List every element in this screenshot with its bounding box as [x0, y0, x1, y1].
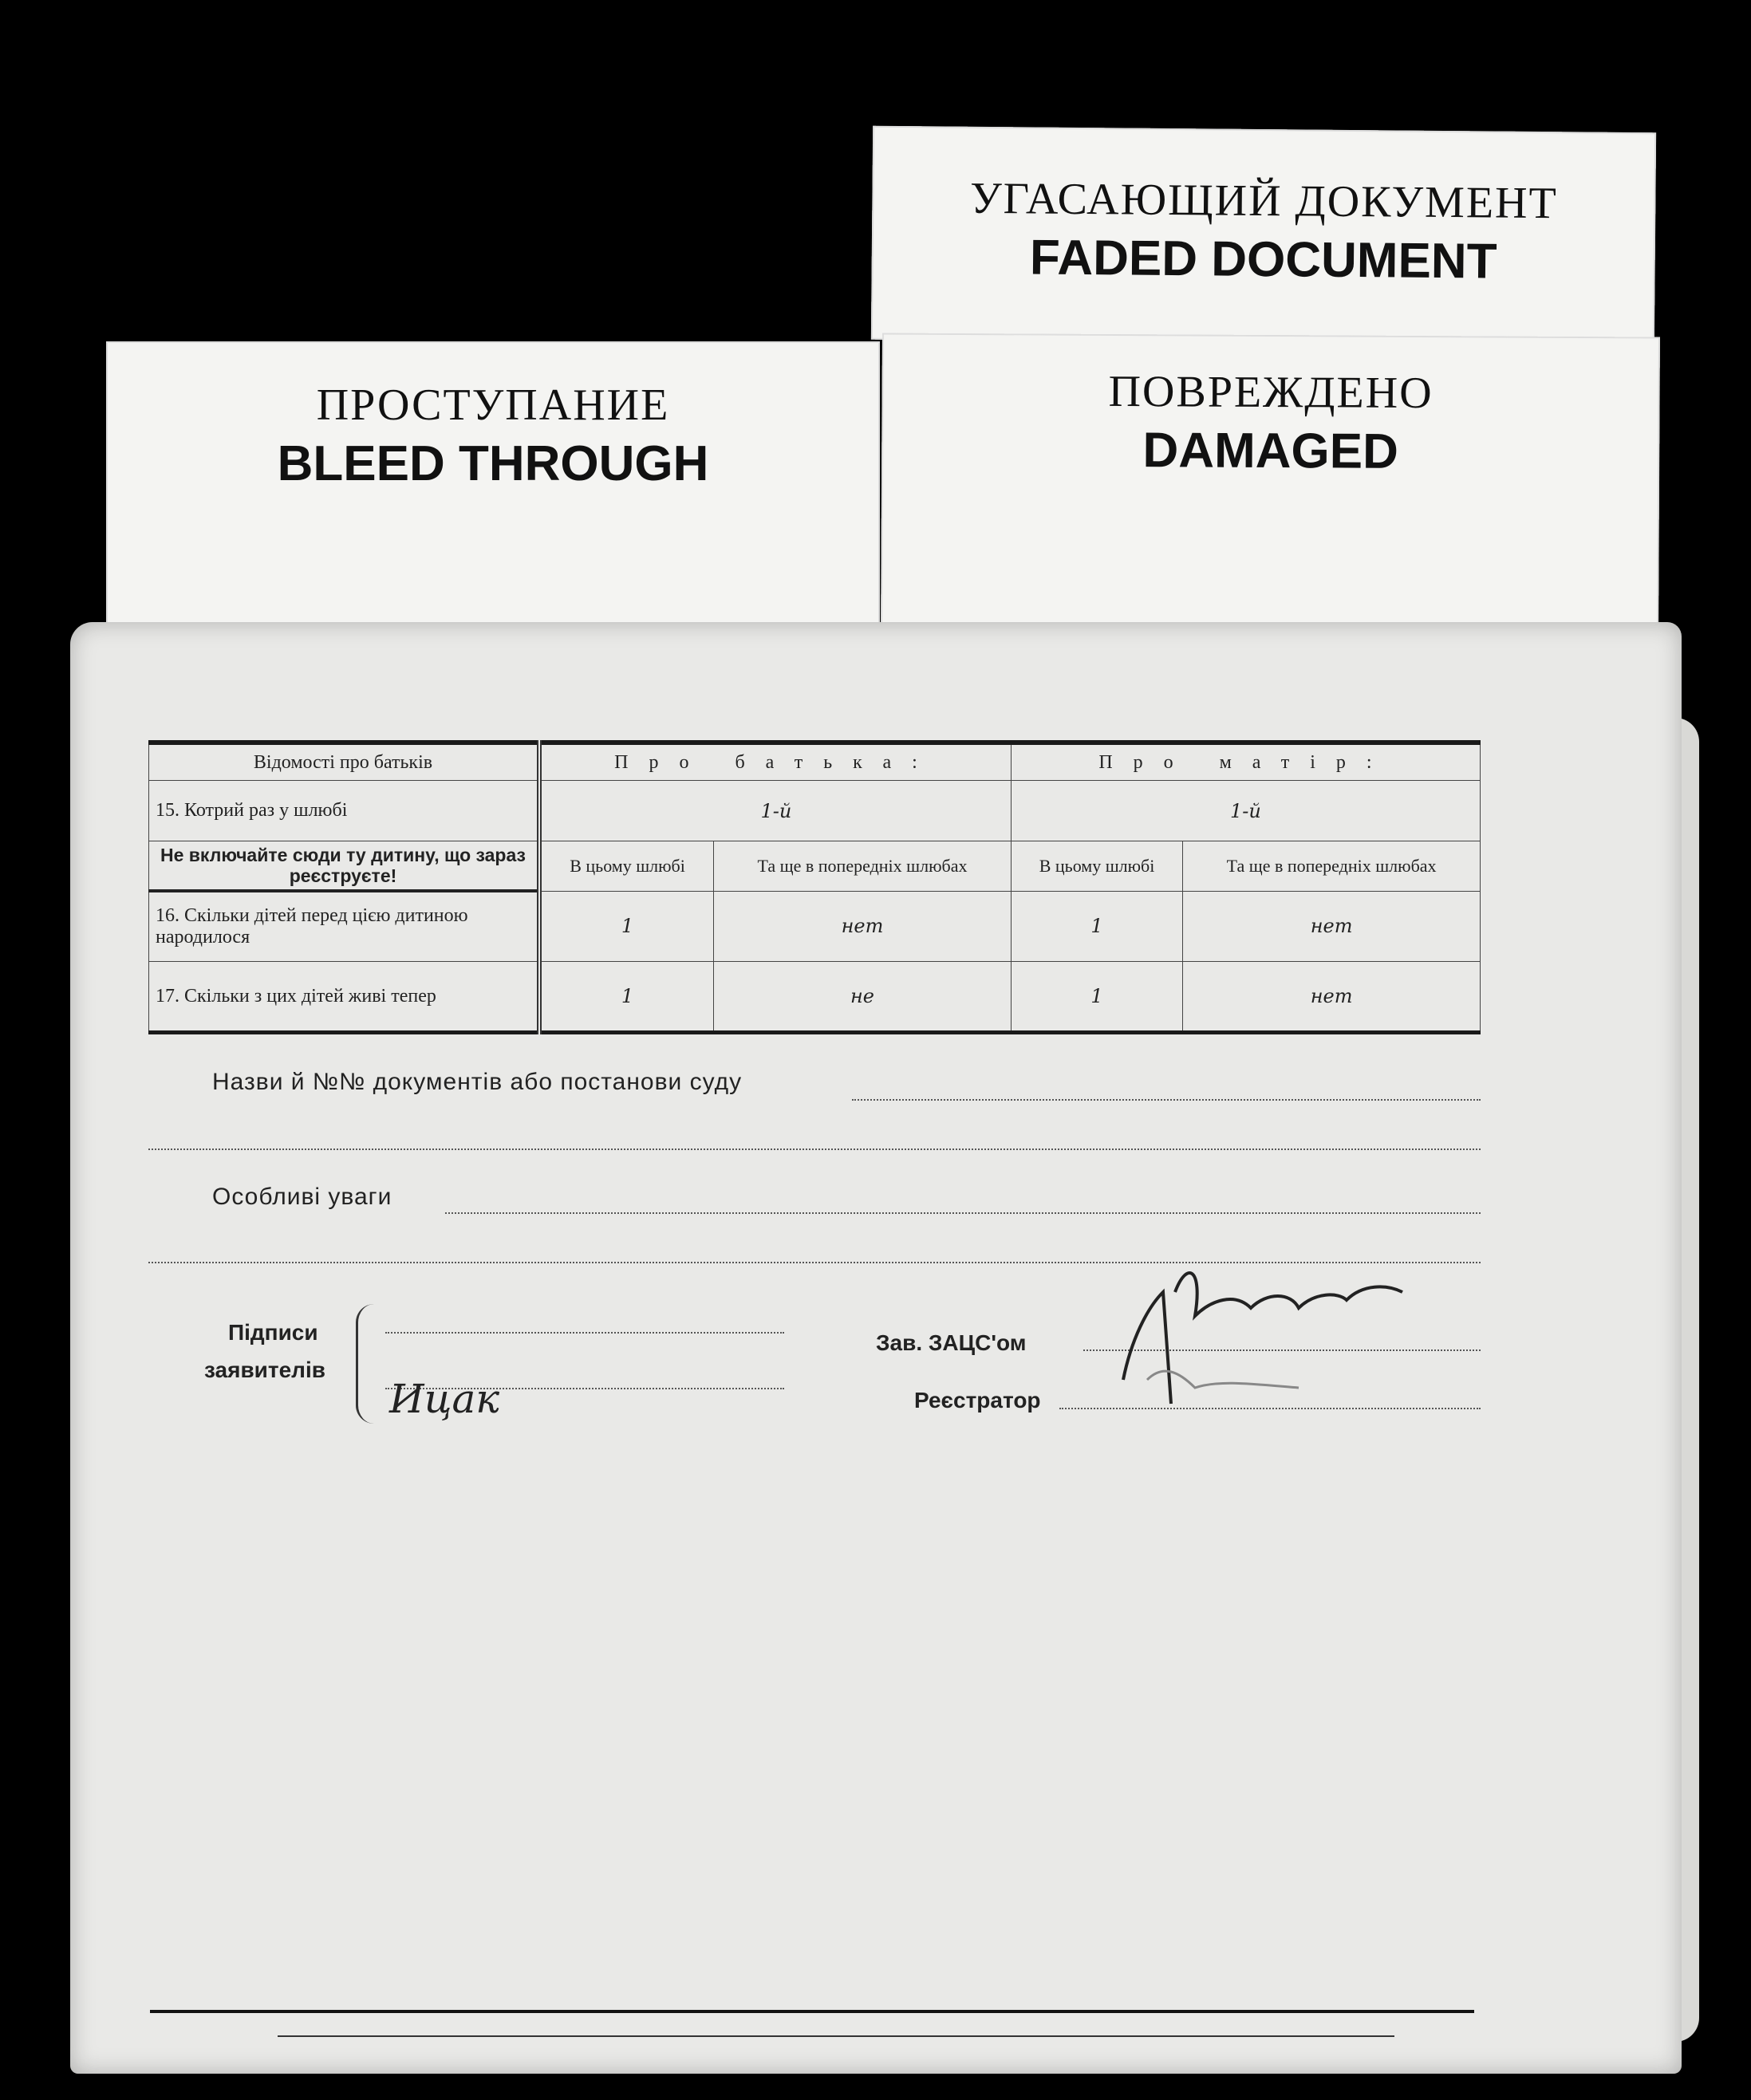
row15-label: 15. Котрий раз у шлюбі: [149, 781, 540, 841]
notes-field: [148, 1184, 1481, 1211]
row16-father-this: 1: [539, 891, 714, 962]
registrar-label: Реєстратор: [914, 1388, 1041, 1412]
row16-mother-this: 1: [1011, 891, 1182, 962]
col-mother-previous: Та ще в попередніх шлюбах: [1183, 841, 1481, 892]
col-mother-this: В цьому шлюбі: [1011, 841, 1182, 892]
bleed-tag-en: BLEED THROUGH: [277, 436, 709, 491]
row15-father: 1-й: [539, 781, 1011, 841]
damaged-tag-ru: ПОВРЕЖДЕНО: [1108, 366, 1434, 419]
documents-dotted-line: [852, 1099, 1481, 1101]
documents-field: [148, 1069, 1481, 1096]
parents-info-table: [148, 740, 1481, 1034]
damaged-tag: [881, 333, 1660, 632]
footer-rule-2: [278, 2035, 1394, 2037]
documents-dotted-line-2: [148, 1148, 1481, 1150]
faded-document-tag: [871, 126, 1656, 347]
father-header: Про батька:: [539, 743, 1011, 781]
signatures-label-1: Підписи: [228, 1320, 318, 1345]
faded-tag-en: FADED DOCUMENT: [1029, 230, 1497, 290]
row17-mother-previous: нет: [1183, 962, 1481, 1033]
row17-father-previous: не: [714, 962, 1012, 1033]
applicant-signature: Ицак: [389, 1376, 500, 1422]
header-label: Відомості про батьків: [149, 743, 540, 781]
footer-rule-1: [150, 2010, 1474, 2013]
head-label: Зав. ЗАЦС'ом: [876, 1330, 1027, 1355]
head-signature: [1099, 1244, 1450, 1428]
row16-mother-previous: нет: [1183, 891, 1481, 962]
row16-father-previous: нет: [714, 891, 1012, 962]
row17-father-this: 1: [539, 962, 714, 1033]
bleed-tag-ru: ПРОСТУПАНИЕ: [316, 380, 670, 430]
damaged-tag-en: DAMAGED: [1142, 423, 1399, 479]
row17-label: 17. Скільки з цих дітей живі тепер: [149, 962, 540, 1033]
bleed-through-tag: [106, 341, 880, 628]
row16-label: 16. Скільки дітей перед цією дитиною народилося: [149, 891, 540, 962]
document-sheet: [70, 622, 1682, 2074]
col-father-previous: Та ще в попередніх шлюбах: [714, 841, 1012, 892]
signature-line-1: [385, 1332, 784, 1334]
notes-dotted-line: [445, 1212, 1481, 1214]
row17-mother-this: 1: [1011, 962, 1182, 1033]
col-father-this: В цьому шлюбі: [539, 841, 714, 892]
notes-label: Особливі уваги: [212, 1184, 392, 1210]
faded-tag-ru: УГАСАЮЩИЙ ДОКУМЕНТ: [969, 173, 1558, 229]
row15-mother: 1-й: [1011, 781, 1480, 841]
exclude-note: Не включайте сюди ту дитину, що зараз реєструєте!: [149, 841, 540, 892]
mother-header: Про матір:: [1011, 743, 1480, 781]
documents-label: Назви й №№ документів або постанови суду: [212, 1069, 743, 1095]
signatures-label-2: заявителів: [204, 1357, 325, 1382]
signature-brace: [356, 1304, 374, 1424]
